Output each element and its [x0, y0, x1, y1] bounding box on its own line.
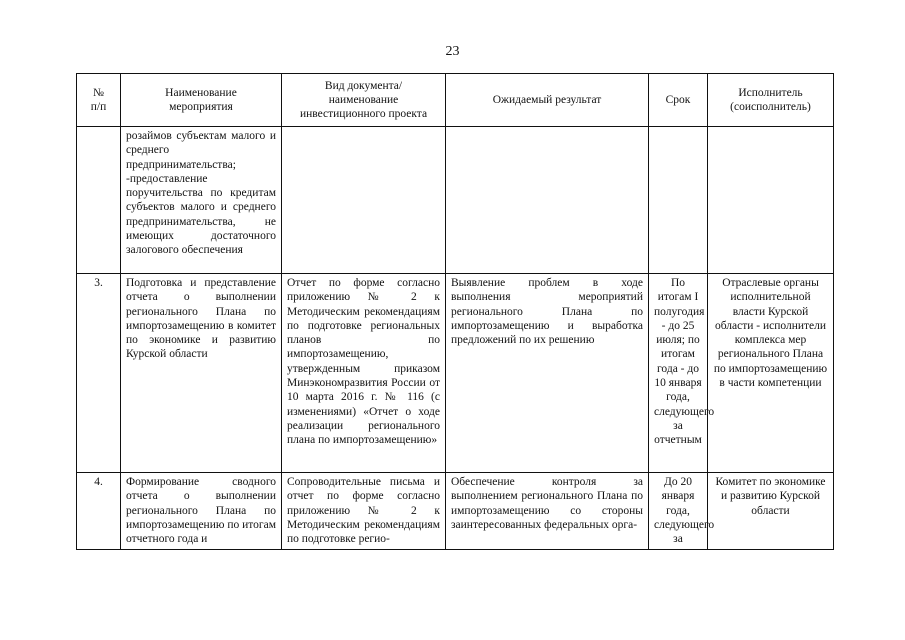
row-doc — [282, 127, 446, 274]
header-num: № п/п — [77, 74, 121, 127]
header-executor: Исполнитель (соисполнитель) — [708, 74, 834, 127]
table-row — [77, 127, 834, 274]
table-header-row — [77, 74, 834, 127]
measures-table — [76, 73, 834, 550]
row-result — [446, 127, 649, 274]
row-term: По итогам I полугодия - до 25 июля; по итогам года - до 10 января года, следующего за отчетным — [649, 274, 708, 473]
table-row — [77, 473, 834, 550]
header-name: Наименование мероприятия — [121, 74, 282, 127]
row-name: Формирование сводного отчета о выполнении регионального Плана по импортозамещению по итогам отчетного года и — [121, 473, 282, 550]
row-doc: Сопроводительные письма и отчет по форме согласно приложению № 2 к Методическим рекомендациям по подготовке регио- — [282, 473, 446, 550]
row-executor: Отраслевые органы исполнительной власти Курской области - исполнители комплекса мер регионального Плана по импортозамещению в части компетенции — [708, 274, 834, 473]
row-term — [649, 127, 708, 274]
row-name: розаймов субъектам малого и среднего предпринимательства; -предоставление поручительства по кредитам субъектов малого и среднего предпринимательства, не имеющих достаточного залогового обеспечения — [121, 127, 282, 274]
row-result: Обеспечение контроля за выполнением регионального Плана по импортозамещению со стороны заинтересованных федеральных орга- — [446, 473, 649, 550]
header-term: Срок — [649, 74, 708, 127]
row-num — [77, 127, 121, 274]
row-result: Выявление проблем в ходе выполнения мероприятий регионального Плана по импортозамещению и выработка предложений по их решению — [446, 274, 649, 473]
row-doc: Отчет по форме согласно приложению № 2 к Методическим рекомендациям по подготовке региональных планов по импортозамещению, утвержденным приказом Минэкономразвития России от 10 марта 2016 г. № 116 (с изменениями) «Отчет о ходе реализации регионального плана по импортозамещению» — [282, 274, 446, 473]
row-num: 4. — [77, 473, 121, 550]
row-name: Подготовка и представление отчета о выполнении регионального Плана по импортозамещению в комитет по экономике и развитию Курской области — [121, 274, 282, 473]
header-doc: Вид документа/ наименование инвестиционного проекта — [282, 74, 446, 127]
page-number: 23 — [445, 44, 460, 59]
row-executor: Комитет по экономике и развитию Курской области — [708, 473, 834, 550]
header-result: Ожидаемый результат — [446, 74, 649, 127]
row-executor — [708, 127, 834, 274]
table-row — [77, 274, 834, 473]
row-num: 3. — [77, 274, 121, 473]
row-term: До 20 января года, следующего за — [649, 473, 708, 550]
